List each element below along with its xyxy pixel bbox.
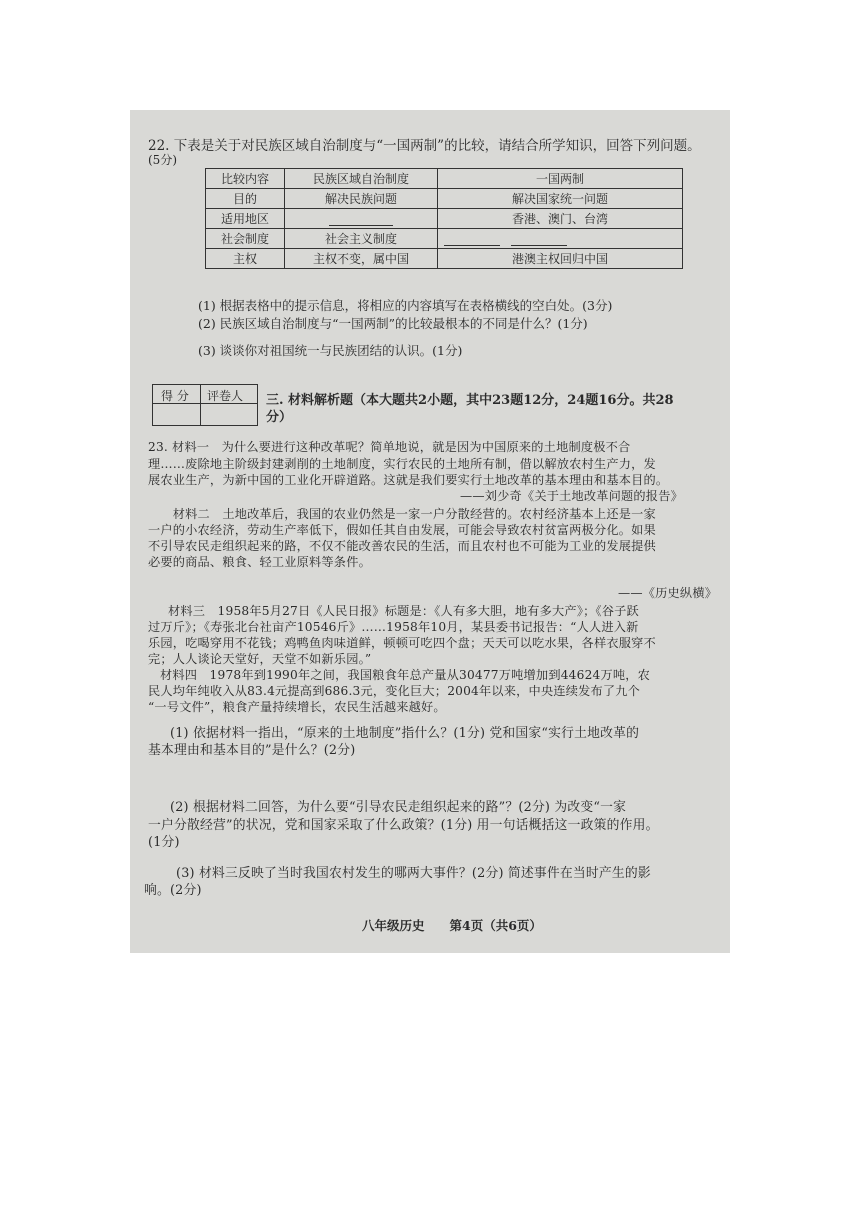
material-4-line: 民人均年纯收入从83.4元提高到686.3元，变化巨大；2004年以来，中央连续发布了九个 [148, 684, 641, 698]
material-4-line: 材料四 1978年到1990年之间，我国粮食年总产量从30477万吨增加到44624万吨，农 [160, 668, 651, 682]
material-2-line: 材料二 土地改革后，我国的农业仍然是一家一户分散经营的。农村经济基本上还是一家 [148, 507, 656, 521]
fill-in-blank[interactable] [329, 213, 393, 226]
score-label: 得 分 [161, 389, 189, 403]
material-3-line: 乐园，吃喝穿用不花钱；鸡鸭鱼肉味道鲜，顿顿可吃四个盘；天天可以吃水果，各样衣服穿不 [148, 636, 656, 650]
material-1-line: 23. 材料一 为什么要进行这种改革呢？简单地说，就是因为中国原来的土地制度极不合 [148, 440, 631, 454]
score-box [152, 384, 258, 426]
question-22-stem: 22. 下表是关于对民族区域自治制度与“一国两制”的比较，请结合所学知识，回答下列问题。 [148, 138, 701, 154]
question-22-points: (5分) [148, 153, 177, 167]
page-footer: 八年级历史 第4页（共6页） [362, 918, 542, 933]
table-cell: 适用地区 [206, 209, 285, 229]
material-3-line: 过万斤》；《寿张北台社亩产10546斤》……1958年10月，某县委书记报告：“人人进入新 [148, 620, 639, 634]
table-row [206, 169, 683, 189]
table-row [206, 189, 683, 209]
sub-question-22-2: (2) 民族区域自治制度与“一国两制”的比较最根本的不同是什么？(1分) [198, 316, 588, 331]
table-row [206, 209, 683, 229]
section-3-title-cont: 分） [266, 410, 293, 425]
table-cell: 主权不变，属中国 [285, 249, 438, 269]
sub-question-23-2-cont: (1分) [148, 835, 180, 850]
material-1-source: ——刘少奇《关于土地改革问题的报告》 [460, 489, 683, 503]
sub-question-22-1: (1) 根据表格中的提示信息，将相应的内容填写在表格横线的空白处。(3分) [198, 298, 613, 313]
sub-question-23-2: (2) 根据材料二回答，为什么要“引导农民走组织起来的路”？(2分) 为改变“一家 [170, 800, 627, 815]
table-row [206, 249, 683, 269]
sub-question-23-2-cont: 一户分散经营”的状况，党和国家采取了什么政策？(1分) 用一句话概括这一政策的作用。 [148, 818, 659, 833]
table-cell: 目的 [206, 189, 285, 209]
material-3-line: 完；人人谈论天堂好，天堂不如新乐园。” [148, 652, 372, 666]
table-cell: 港澳主权回归中国 [438, 249, 683, 269]
table-cell-system[interactable] [438, 229, 683, 249]
exam-page [130, 110, 730, 953]
material-2-source: ——《历史纵横》 [618, 586, 718, 600]
material-3-line: 材料三 1958年5月27日《人民日报》标题是：《人有多大胆，地有多大产》；《谷子跃 [168, 604, 639, 618]
table-cell: 比较内容 [206, 169, 285, 189]
material-1-line: 展农业生产，为新中国的工业化开辟道路。这就是我们要实行土地改革的基本理由和基本目的。 [148, 473, 669, 487]
table-row [206, 229, 683, 249]
sub-question-22-3: (3) 谈谈你对祖国统一与民族团结的认识。(1分) [198, 343, 463, 358]
material-2-line: 不引导农民走组织起来的路，不仅不能改善农民的生活，而且农村也不可能为工业的发展提供 [148, 539, 656, 553]
table-cell: 主权 [206, 249, 285, 269]
fill-in-blank[interactable] [444, 233, 500, 246]
sub-question-23-1-cont: 基本理由和基本目的”是什么？(2分) [148, 743, 356, 758]
section-3-title: 三. 材料解析题（本大题共2小题，其中23题12分，24题16分。共28 [266, 393, 674, 408]
material-1-line: 理……废除地主阶级封建剥削的土地制度，实行农民的土地所有制，借以解放农村生产力，发 [148, 457, 656, 471]
table-cell: 解决国家统一问题 [438, 189, 683, 209]
table-cell-blank[interactable] [285, 209, 438, 229]
material-4-line: “一号文件”，粮食产量持续增长，农民生活越来越好。 [148, 700, 446, 714]
table-cell: 香港、澳门、台湾 [438, 209, 683, 229]
table-cell: 民族区域自治制度 [285, 169, 438, 189]
sub-question-23-3: (3) 材料三反映了当时我国农村发生的哪两大事件？(2分) 简述事件在当时产生的影 [176, 866, 651, 881]
material-2-line: 一户的小农经济，劳动生产率低下，假如任其自由发展，可能会导致农村贫富两极分化。如果 [148, 523, 656, 537]
table-cell: 一国两制 [438, 169, 683, 189]
table-cell: 解决民族问题 [285, 189, 438, 209]
score-box-divider [200, 385, 201, 425]
sub-question-23-3-cont: 响。(2分) [144, 883, 202, 898]
table-cell: 社会制度 [206, 229, 285, 249]
comparison-table [205, 168, 683, 269]
sub-question-23-1: (1) 依据材料一指出，“原来的土地制度”指什么？(1分) 党和国家“实行土地改革的 [170, 726, 640, 741]
table-cell: 社会主义制度 [285, 229, 438, 249]
fill-in-blank[interactable] [511, 233, 567, 246]
material-2-line: 必要的商品、粮食、轻工业原料等条件。 [148, 555, 371, 569]
grader-label: 评卷人 [207, 389, 244, 403]
